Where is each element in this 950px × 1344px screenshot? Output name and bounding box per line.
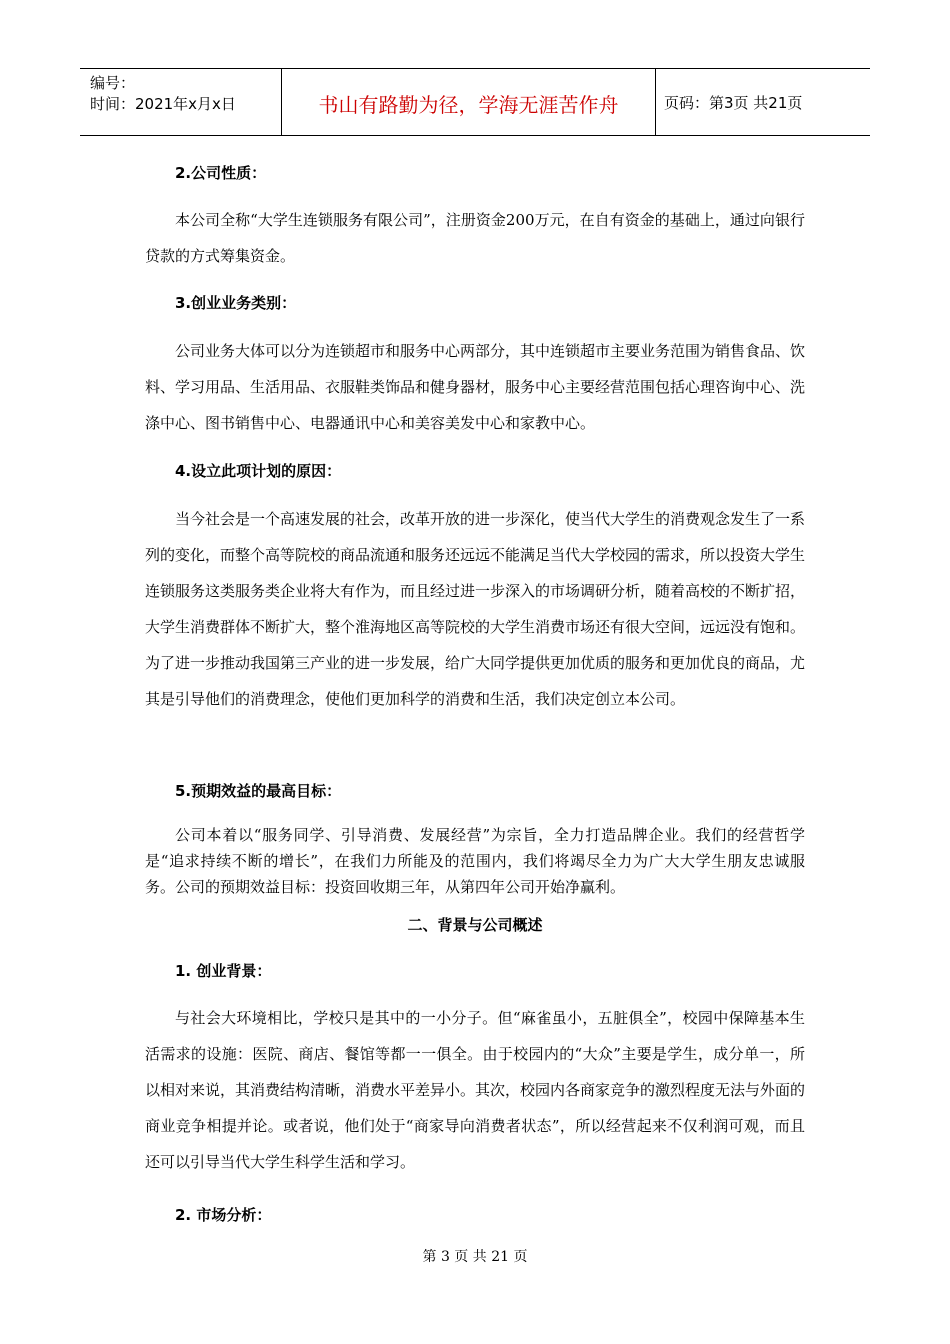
time-label: 时间：2021年x月x日 — [90, 95, 236, 113]
section-paragraph: 公司本着以“服务同学、引导消费、发展经营”为宗旨，全力打造品牌企业。我们的经营哲学是“追求持续不断的增长”，在我们力所能及的范围内，我们将竭尽全力为广大大学生朋友忠诚服务。公司的预期效益目标：投资回收期三年，从第四年公司开始净赢利。 — [145, 826, 805, 896]
chapter-title: 二、背景与公司概述 — [407, 916, 543, 934]
number-label: 编号： — [90, 74, 136, 92]
section-paragraph: 公司业务大体可以分为连锁超市和服务中心两部分，其中连锁超市主要业务范围为销售食品、饮料、学习用品、生活用品、衣服鞋类饰品和健身器材，服务中心主要经营范围包括心理咨询中心、洗涤中心、图书销售中心、电器通讯中心和美容美发中心和家教中心。 — [145, 342, 806, 432]
motto: 书山有路勤为径，学海无涯苦作舟 — [282, 69, 656, 135]
header-table — [80, 68, 870, 136]
header-left-cell — [80, 69, 282, 135]
section-paragraph: 当今社会是一个高速发展的社会，改革开放的进一步深化，使当代大学生的消费观念发生了一系列的变化，而整个高等院校的商品流通和服务还远远不能满足当代大学校园的需求，所以投资大学生连锁服务这类服务类企业将大有作为，而且经过进一步深入的市场调研分析，随着高校的不断扩招，大学生消费群体不断扩大，整个淮海地区高等院校的大学生消费市场还有很大空间，远远没有饱和。为了进一步推动我国第三产业的进一步发展，给广大同学提供更加优质的服务和更加优良的商品，尤其是引导他们的消费理念，使他们更加科学的消费和生活，我们决定创立本公司。 — [145, 510, 806, 708]
page-info: 页码：第3页 共21页 — [664, 93, 803, 112]
section-heading: 4.设立此项计划的原因： — [175, 462, 342, 480]
section-heading: 5.预期效益的最高目标： — [175, 782, 342, 800]
section-paragraph: 与社会大环境相比，学校只是其中的一小分子。但“麻雀虽小，五脏俱全”，校园中保障基本生活需求的设施：医院、商店、餐馆等都一一俱全。由于校园内的“大众”主要是学生，成分单一，所以相对来说，其消费结构清晰，消费水平差异小。其次，校园内各商家竞争的激烈程度无法与外面的商业竞争相提并论。或者说，他们处于“商家导向消费者状态”，所以经营起来不仅利润可观，而且还可以引导当代大学生科学生活和学习。 — [145, 1009, 806, 1171]
section-paragraph: 本公司全称“大学生连锁服务有限公司”，注册资金200万元，在自有资金的基础上，通过向银行贷款的方式筹集资金。 — [145, 211, 805, 265]
section-heading: 2. 市场分析： — [175, 1206, 272, 1224]
section-heading: 3.创业业务类别： — [175, 294, 297, 312]
section-heading: 2.公司性质： — [175, 164, 267, 182]
section-heading: 1. 创业背景： — [175, 962, 272, 980]
page-footer: 第 3 页 共 21 页 — [422, 1249, 528, 1265]
